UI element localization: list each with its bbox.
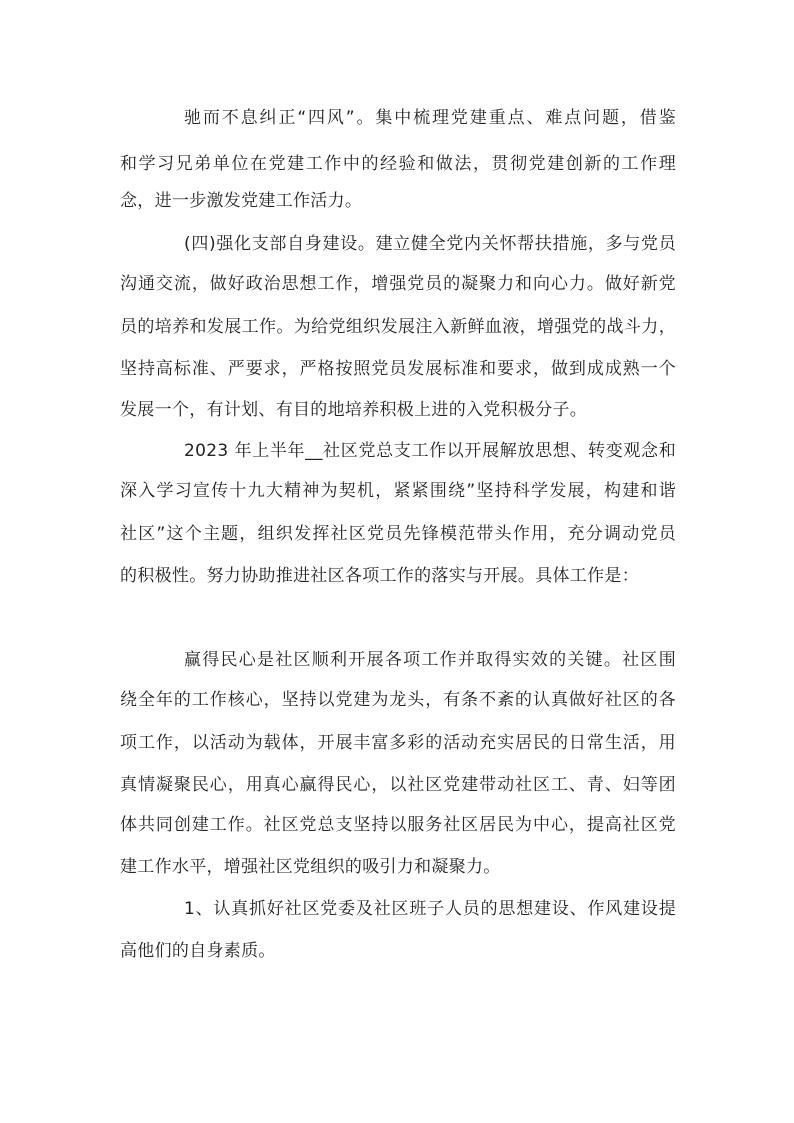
paragraph-2-line-5: 发展一个，有计划、有目的地培养积极上进的入党积极分子。 (120, 400, 588, 420)
paragraph-4-line-6: 建工作水平，增强社区党组织的吸引力和凝聚力。 (120, 857, 501, 877)
paragraph-5-line-2: 高他们的自身素质。 (120, 941, 276, 961)
paragraph-1-line-2: 和学习兄弟单位在党建工作中的经验和做法，贯彻党建创新的工作理 (120, 154, 676, 174)
paragraph-4-line-5: 体共同创建工作。社区党总支坚持以服务社区居民为中心，提高社区党 (120, 815, 676, 835)
paragraph-3-line-1: 2023 年上半年__社区党总支工作以开展解放思想、转变观念和 (184, 441, 676, 461)
paragraph-2-line-3: 员的培养和发展工作。为给党组织发展注入新鲜血液，增强党的战斗力， (120, 317, 676, 337)
paragraph-4-line-3: 项工作，以活动为载体，开展丰富多彩的活动充实居民的日常生活，用 (120, 733, 676, 753)
paragraph-3-line-2: 深入学习宣传十九大精神为契机，紧紧围绕”坚持科学发展，构建和谐 (120, 481, 676, 501)
paragraph-3-line-4: 的积极性。努力协助推进社区各项工作的落实与开展。具体工作是： (120, 566, 639, 586)
paragraph-5-line-1: 1、认真抓好社区党委及社区班子人员的思想建设、作风建设提 (184, 899, 676, 919)
paragraph-1-line-3: 念，进一步激发党建工作活力。 (120, 191, 363, 211)
paragraph-2-line-4: 坚持高标准、严要求，严格按照党员发展标准和要求，做到成成熟一个 (120, 359, 676, 379)
paragraph-4-line-1: 赢得民心是社区顺利开展各项工作并取得实效的关键。社区围 (184, 650, 676, 670)
paragraph-4-line-2: 绕全年的工作核心，坚持以党建为龙头，有条不紊的认真做好社区的各 (120, 690, 676, 710)
paragraph-2-line-1: (四)强化支部自身建设。建立健全党内关怀帮扶措施，多与党员 (184, 234, 676, 254)
paragraph-1-line-1: 驰而不息纠正“四风”。集中梳理党建重点、难点问题，借鉴 (184, 108, 676, 128)
paragraph-2-line-2: 沟通交流，做好政治思想工作，增强党员的凝聚力和向心力。做好新党 (120, 274, 676, 294)
paragraph-3-line-3: 社区”这个主题，组织发挥社区党员先锋模范带头作用，充分调动党员 (120, 524, 676, 544)
paragraph-4-line-4: 真情凝聚民心，用真心赢得民心，以社区党建带动社区工、青、妇等团 (120, 775, 676, 795)
